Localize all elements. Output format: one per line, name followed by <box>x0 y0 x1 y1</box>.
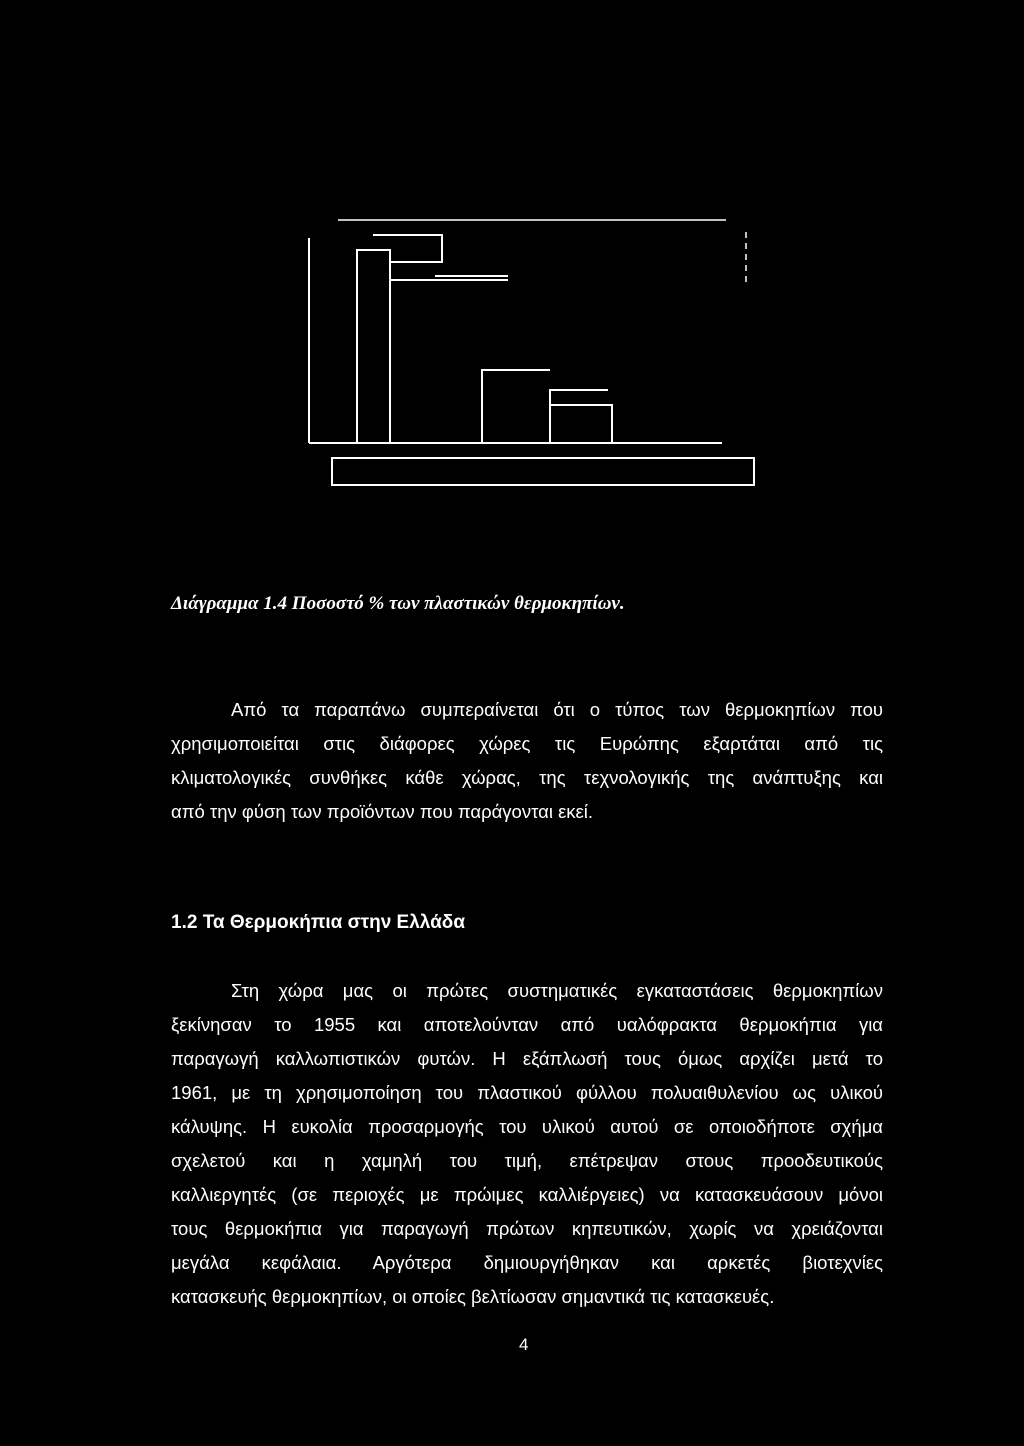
bar-chart-svg <box>290 200 770 500</box>
paragraph-2 <box>171 974 883 1314</box>
figure-caption: Διάγραμμα 1.4 Ποσοστό % των πλαστικών θερμοκηπίων. <box>171 593 625 614</box>
paragraph-2-line: καλλιεργητές (σε περιοχές με πρώιμες καλλιέργειες) να κατασκευάσουν μόνοι <box>171 1184 883 1205</box>
bar-5 <box>550 405 612 443</box>
section-heading: 1.2 Τα Θερμοκήπια στην Ελλάδα <box>171 912 465 933</box>
paragraph-2-line: μεγάλα κεφάλαια. Αργότερα δημιουργήθηκαν και αρκετές βιοτεχνίες <box>171 1252 883 1273</box>
paragraph-1-line: κλιματολογικές συνθήκες κάθε χώρας, της τεχνολογικής της ανάπτυξης και <box>171 767 883 788</box>
chart-legend-box <box>332 458 754 485</box>
bar-1-shadow <box>373 235 442 262</box>
bar-chart-figure <box>290 200 770 500</box>
paragraph-1-line: Από τα παραπάνω συμπεραίνεται ότι ο τύπος των θερμοκηπίων που <box>231 699 883 720</box>
paragraph-2-line: κατασκευής θερμοκηπίων, οι οποίες βελτίωσαν σημαντικά τις κατασκευές. <box>171 1286 775 1307</box>
paragraph-2-line: Στη χώρα μας οι πρώτες συστηματικές εγκαταστάσεις θερμοκηπίων <box>231 980 883 1001</box>
paragraph-2-line: παραγωγή καλλωπιστικών φυτών. Η εξάπλωσή τους όμως αρχίζει μετά το <box>171 1048 883 1069</box>
paragraph-1-line: από την φύση των προϊόντων που παράγονται εκεί. <box>171 801 594 822</box>
page-number: 4 <box>519 1335 529 1354</box>
bar-1 <box>357 250 390 443</box>
bar-3 <box>482 370 550 443</box>
bar-4 <box>550 390 608 443</box>
bar-2 <box>390 280 508 443</box>
paragraph-2-line: ξεκίνησαν το 1955 και αποτελούνταν από υαλόφρακτα θερμοκήπια για <box>171 1014 883 1035</box>
paragraph-2-line: 1961, με τη χρησιμοποίηση του πλαστικού φύλλου πολυαιθυλενίου ως υλικού <box>171 1082 883 1103</box>
paragraph-2-line: κάλυψης. Η ευκολία προσαρμογής του υλικού αυτού σε οποιοδήποτε σχήμα <box>171 1116 883 1137</box>
paragraph-2-line: σχελετού και η χαμηλή του τιμή, επέτρεψαν στους προοδευτικούς <box>171 1150 883 1171</box>
paragraph-1 <box>171 693 883 829</box>
paragraph-1-line: χρησιμοποιείται στις διάφορες χώρες τις Ευρώπης εξαρτάται από τις <box>171 733 883 754</box>
paragraph-2-line: τους θερμοκήπια για παραγωγή πρώτων κηπευτικών, χωρίς να χρειάζονται <box>171 1218 883 1239</box>
